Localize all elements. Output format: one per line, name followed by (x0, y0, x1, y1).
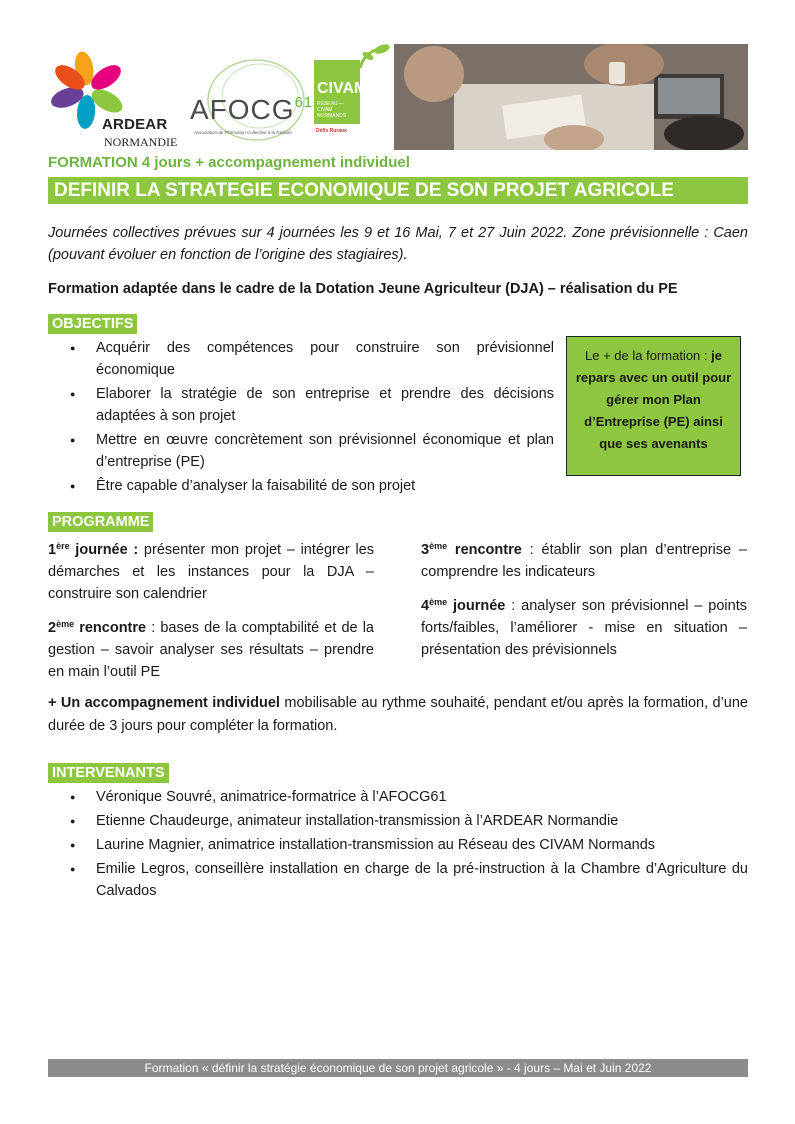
programme-day-4: 4ème journée : analyser son prévisionnel – points forts/faibles, l’améliorer - mise en situation – présentation des prévisionnels (421, 597, 747, 658)
ardear-sub: NORMANDIE (104, 135, 178, 149)
list-item: ● Mettre en œuvre concrètement son prévisionnel économique et plan d’entreprise (PE) (48, 429, 554, 473)
leaf-sprout-icon (354, 42, 394, 72)
highlight-lead: Le + de la formation : (585, 348, 712, 363)
programme-day-3: 3ème rencontre : établir son plan d’entreprise – comprendre les indicateurs (421, 541, 747, 580)
title-banner (48, 177, 748, 204)
programme-right-column (421, 535, 747, 669)
list-item: ● Être capable d’analyser la faisabilité de son projet (48, 475, 554, 497)
document-title: DEFINIR LA STRATEGIE ECONOMIQUE DE SON PROJET AGRICOLE (54, 180, 675, 201)
civam-tagline: Défis Ruraux (316, 128, 347, 134)
afocg-logo (186, 52, 312, 150)
accompagnement-bold: + Un accompagnement individuel (48, 695, 280, 711)
programme-left-column (48, 535, 374, 691)
intervenants-list (48, 786, 748, 904)
list-item: ● Elaborer la stratégie de son entreprise et prendre des décisions adaptées à son projet (48, 383, 554, 427)
accompagnement-text (48, 692, 748, 738)
list-item: ● Laurine Magnier, animatrice installation-transmission au Réseau des CIVAM Normands (48, 834, 748, 856)
afocg-tagline: Association de FOrmation Collective à la Gestion (194, 130, 292, 135)
ardear-name: ARDEAR (102, 116, 168, 133)
highlight-bold-text: je repars avec un outil pour gérer mon Plan d’Entreprise (PE) ainsi que ses avenants (575, 348, 732, 451)
civam-name: CIVAM (317, 80, 368, 97)
civam-logo (314, 42, 394, 150)
meeting-photo-illustration (394, 44, 748, 150)
intervenants-label: INTERVENANTS (48, 763, 169, 783)
page-footer: Formation « définir la stratégie économique de son projet agricole » - 4 jours – Mai et Juin 2022 (48, 1059, 748, 1077)
meeting-photo (394, 44, 748, 150)
formation-subtitle: FORMATION 4 jours + accompagnement individuel (48, 154, 410, 171)
highlight-box (566, 336, 741, 476)
ardear-logo (48, 50, 178, 150)
list-item: ● Véronique Souvré, animatrice-formatrice à l’AFOCG61 (48, 786, 748, 808)
programme-label: PROGRAMME (48, 512, 153, 532)
programme-day-1: 1ère journée : présenter mon projet – intégrer les démarches et les instances pour la DJA – construire son calendrier (48, 541, 374, 602)
accompagnement-body: mobilisable au rythme souhaité, pendant et/ou après la formation, d’une durée de 3 jours pour compléter la formation. (48, 695, 748, 734)
civam-sub: RÉSEAU — CIVAM NORMANDS (317, 101, 347, 119)
objectifs-list (48, 337, 554, 499)
afocg-name: AFOCG$^{61}$ (190, 94, 314, 125)
list-item: ● Emilie Legros, conseillère installation en charge de la pré-instruction à la Chambre d’Agriculture du Calvados (48, 858, 748, 902)
logo-banner (48, 42, 748, 152)
dja-line: Formation adaptée dans le cadre de la Dotation Jeune Agriculteur (DJA) – réalisation du PE (48, 281, 678, 297)
intro-text: Journées collectives prévues sur 4 journées les 9 et 16 Mai, 7 et 27 Juin 2022. Zone prévisionnelle : Caen (pouvant évoluer en fonction de l’origine des stagiaires). (48, 225, 748, 263)
civam-box (314, 60, 368, 124)
programme-day-2: 2ème rencontre : bases de la comptabilité et de la gestion – savoir analyser ses résultats – prendre en main l’outil PE (48, 619, 374, 680)
objectifs-label: OBJECTIFS (48, 314, 137, 334)
list-item: ● Etienne Chaudeurge, animateur installation-transmission à l’ARDEAR Normandie (48, 810, 748, 832)
list-item: ● Acquérir des compétences pour construire son prévisionnel économique (48, 337, 554, 381)
